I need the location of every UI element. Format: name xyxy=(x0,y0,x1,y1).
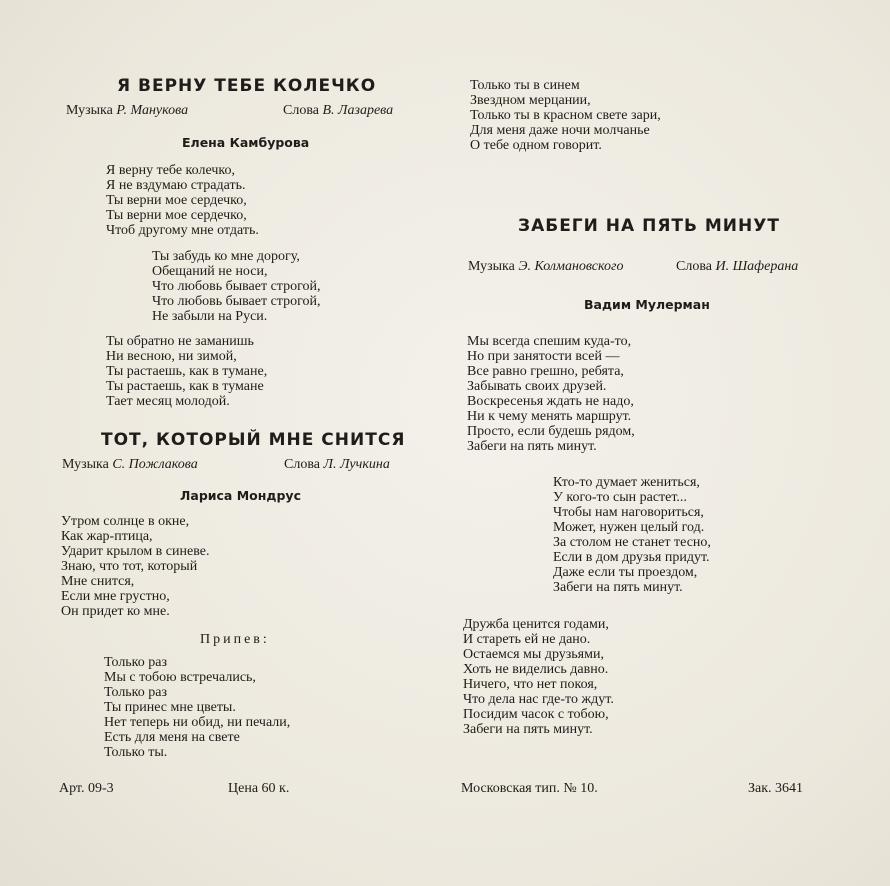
words-label: Слова xyxy=(284,457,320,472)
lyric-line: Что дела нас где-то ждут. xyxy=(463,692,614,707)
song1-stanza-3 xyxy=(106,334,267,409)
lyric-line: Знаю, что тот, который xyxy=(61,559,198,574)
lyric-line: Ты принес мне цветы. xyxy=(104,700,236,715)
lyric-line: Только раз xyxy=(104,655,168,670)
music-label: Музыка xyxy=(468,259,515,274)
lyric-line: За столом не станет тесно, xyxy=(553,535,711,550)
lyric-line: Воскресенья ждать не надо, xyxy=(467,394,634,409)
lyric-line: Ударит крылом в синеве. xyxy=(61,544,210,559)
lyric-line: Я не вздумаю страдать. xyxy=(106,178,246,193)
lyric-line: Ты верни мое сердечко, xyxy=(106,208,247,223)
words-author: Л. Лучкина xyxy=(323,457,390,472)
lyric-line: Что любовь бывает строгой, xyxy=(152,279,321,294)
lyric-line: Только раз xyxy=(104,685,168,700)
lyric-line: Как жар-птица, xyxy=(61,529,153,544)
lyric-line: Посидим часок с тобою, xyxy=(463,707,609,722)
footer-printer: Московская тип. № 10. xyxy=(461,781,598,796)
song1-music-credit xyxy=(66,103,188,119)
lyric-line: Только ты. xyxy=(104,745,168,760)
lyric-line: Нет теперь ни обид, ни печали, xyxy=(104,715,291,730)
lyric-line: Дружба ценится годами, xyxy=(463,617,609,632)
lyric-line: Он придет ко мне. xyxy=(61,604,170,619)
lyric-line: У кого-то сын растет... xyxy=(553,490,687,505)
song1-stanza-1 xyxy=(106,163,259,238)
lyric-line: Ни к чему менять маршрут. xyxy=(467,409,632,424)
lyric-line: Чтобы нам наговориться, xyxy=(553,505,704,520)
song2-stanza-1 xyxy=(61,514,209,619)
chorus-label: Припев: xyxy=(200,632,270,647)
song3-music-credit xyxy=(468,259,624,275)
song3-stanza-1 xyxy=(467,334,635,454)
lyric-line: Кто-то думает жениться, xyxy=(553,475,700,490)
music-label: Музыка xyxy=(62,457,109,472)
lyric-line: Хоть не виделись давно. xyxy=(463,662,609,677)
song2-chorus xyxy=(104,655,290,760)
lyric-line: Ты забудь ко мне дорогу, xyxy=(152,249,300,264)
words-label: Слова xyxy=(676,259,712,274)
lyric-line: Чтоб другому мне отдать. xyxy=(106,223,259,238)
song3-stanza-2 xyxy=(553,475,711,595)
lyric-line: Но при занятости всей — xyxy=(467,349,620,364)
lyric-line: Ты обратно не заманишь xyxy=(106,334,254,349)
lyric-line: Мне снится, xyxy=(61,574,135,589)
words-label: Слова xyxy=(283,103,319,118)
lyric-line: Для меня даже ночи молчанье xyxy=(470,123,650,138)
lyric-line: Забеги на пять минут. xyxy=(553,580,683,595)
lyric-line: Забеги на пять минут. xyxy=(467,439,597,454)
lyric-line: Ничего, что нет покоя, xyxy=(463,677,598,692)
lyric-line: Ты растаешь, как в тумане xyxy=(106,379,264,394)
song1-stanza-2 xyxy=(152,249,321,324)
music-author: С. Пожлакова xyxy=(112,457,198,472)
lyric-line: Только ты в красном свете зари, xyxy=(470,108,661,123)
lyric-line: Я верну тебе колечко, xyxy=(106,163,235,178)
song2-words-credit xyxy=(284,457,390,473)
lyric-line: Остаемся мы друзьями, xyxy=(463,647,604,662)
lyric-line: Мы с тобою встречались, xyxy=(104,670,256,685)
song3-words-credit xyxy=(676,259,798,275)
song1-title: Я ВЕРНУ ТЕБЕ КОЛЕЧКО xyxy=(117,76,377,96)
words-author: И. Шаферана xyxy=(715,259,799,274)
lyric-line: Есть для меня на свете xyxy=(104,730,240,745)
lyric-line: Забывать своих друзей. xyxy=(467,379,607,394)
lyric-line: Ты растаешь, как в тумане, xyxy=(106,364,268,379)
lyric-line: Обещаний не носи, xyxy=(152,264,268,279)
lyric-line: О тебе одном говорит. xyxy=(470,138,602,153)
lyric-line: И стареть ей не дано. xyxy=(463,632,591,647)
lyric-line: Что любовь бывает строгой, xyxy=(152,294,321,309)
footer-article: Арт. 09-3 xyxy=(59,781,114,796)
song3-performer: Вадим Мулерман xyxy=(584,297,710,312)
song2-title: ТОТ, КОТОРЫЙ МНЕ СНИТСЯ xyxy=(101,430,406,450)
lyric-line: Тает месяц молодой. xyxy=(106,394,230,409)
song1-words-credit xyxy=(283,103,393,119)
song2-performer: Лариса Мондрус xyxy=(180,488,301,503)
footer-price: Цена 60 к. xyxy=(228,781,290,796)
lyric-line: Ни весною, ни зимой, xyxy=(106,349,237,364)
lyric-line: Забеги на пять минут. xyxy=(463,722,593,737)
lyric-line: Все равно грешно, ребята, xyxy=(467,364,624,379)
lyric-line: Мы всегда спешим куда-то, xyxy=(467,334,632,349)
lyric-line: Утром солнце в окне, xyxy=(61,514,190,529)
song1-performer: Елена Камбурова xyxy=(182,135,310,150)
music-label: Музыка xyxy=(66,103,113,118)
lyric-line: Только ты в синем xyxy=(470,78,580,93)
lyric-line: Если в дом друзья придут. xyxy=(553,550,710,565)
lyric-line: Звездном мерцании, xyxy=(470,93,591,108)
footer-order: Зак. 3641 xyxy=(748,781,804,796)
song2-music-credit xyxy=(62,457,198,473)
lyric-line: Даже если ты проездом, xyxy=(553,565,698,580)
song3-stanza-3 xyxy=(463,617,614,737)
lyric-line: Может, нужен целый год. xyxy=(553,520,705,535)
lyric-line: Не забыли на Руси. xyxy=(152,309,268,324)
music-author: Р. Манукова xyxy=(116,103,189,118)
lyric-line: Просто, если будешь рядом, xyxy=(467,424,635,439)
music-author: Э. Колмановского xyxy=(518,259,624,274)
words-author: В. Лазарева xyxy=(322,103,394,118)
lyric-line: Ты верни мое сердечко, xyxy=(106,193,247,208)
song3-title: ЗАБЕГИ НА ПЯТЬ МИНУТ xyxy=(518,216,780,236)
lyric-line: Если мне грустно, xyxy=(61,589,170,604)
song2-continuation xyxy=(470,78,661,153)
